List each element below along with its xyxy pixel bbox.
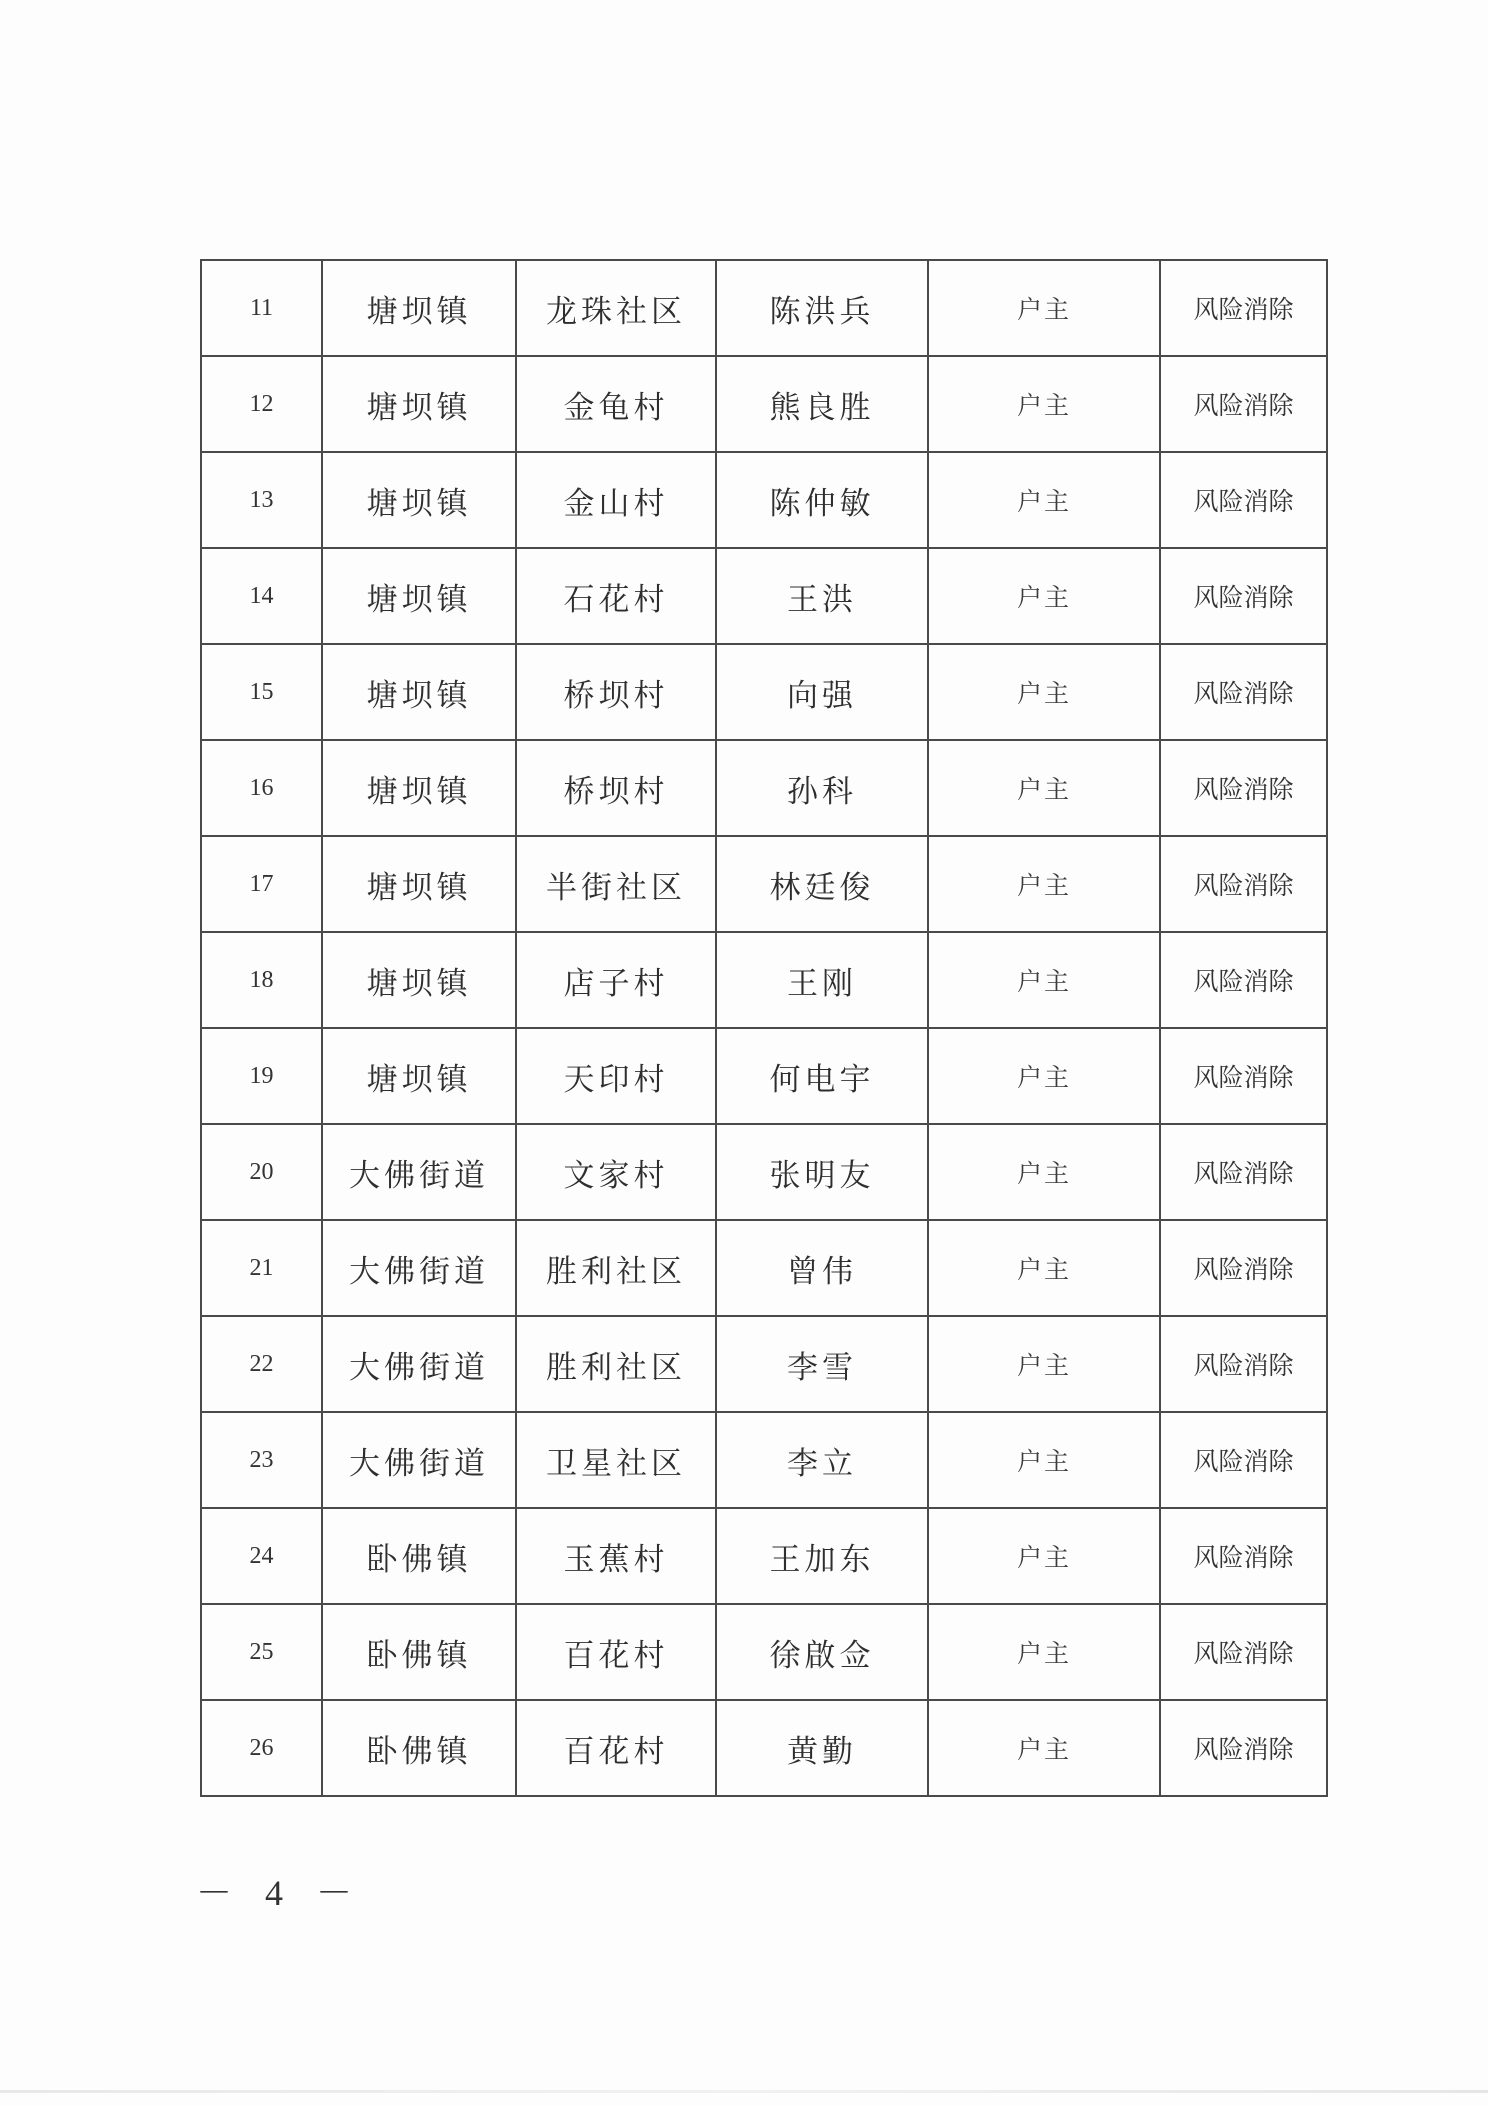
village-cell: 店子村	[516, 932, 716, 1028]
status-cell: 风险消除	[1160, 836, 1327, 932]
status-cell: 风险消除	[1160, 644, 1327, 740]
town-cell: 卧佛镇	[322, 1604, 516, 1700]
status-cell: 风险消除	[1160, 1604, 1327, 1700]
name-cell: 陈仲敏	[716, 452, 928, 548]
status-cell: 风险消除	[1160, 1316, 1327, 1412]
name-cell: 徐啟佥	[716, 1604, 928, 1700]
page-number: － 4 －	[196, 1873, 365, 1913]
row-number: 19	[201, 1028, 322, 1124]
role-cell: 户主	[928, 260, 1160, 356]
role-cell: 户主	[928, 644, 1160, 740]
village-cell: 桥坝村	[516, 644, 716, 740]
table-row	[201, 356, 1327, 452]
town-cell: 塘坝镇	[322, 452, 516, 548]
table-row	[201, 1220, 1327, 1316]
table-row	[201, 1412, 1327, 1508]
village-cell: 文家村	[516, 1124, 716, 1220]
role-cell: 户主	[928, 1700, 1160, 1796]
name-cell: 李雪	[716, 1316, 928, 1412]
village-cell: 天印村	[516, 1028, 716, 1124]
village-cell: 卫星社区	[516, 1412, 716, 1508]
status-cell: 风险消除	[1160, 932, 1327, 1028]
household-table	[200, 259, 1328, 1797]
village-cell: 百花村	[516, 1604, 716, 1700]
name-cell: 熊良胜	[716, 356, 928, 452]
role-cell: 户主	[928, 1220, 1160, 1316]
town-cell: 大佛街道	[322, 1316, 516, 1412]
table-row	[201, 1508, 1327, 1604]
role-cell: 户主	[928, 548, 1160, 644]
status-cell: 风险消除	[1160, 260, 1327, 356]
table-row	[201, 740, 1327, 836]
role-cell: 户主	[928, 836, 1160, 932]
status-cell: 风险消除	[1160, 1028, 1327, 1124]
village-cell: 石花村	[516, 548, 716, 644]
name-cell: 林廷俊	[716, 836, 928, 932]
row-number: 20	[201, 1124, 322, 1220]
role-cell: 户主	[928, 932, 1160, 1028]
status-cell: 风险消除	[1160, 356, 1327, 452]
town-cell: 塘坝镇	[322, 1028, 516, 1124]
row-number: 13	[201, 452, 322, 548]
row-number: 16	[201, 740, 322, 836]
village-cell: 金龟村	[516, 356, 716, 452]
table-row	[201, 1028, 1327, 1124]
town-cell: 大佛街道	[322, 1412, 516, 1508]
row-number: 25	[201, 1604, 322, 1700]
name-cell: 孙科	[716, 740, 928, 836]
name-cell: 张明友	[716, 1124, 928, 1220]
name-cell: 黄勤	[716, 1700, 928, 1796]
status-cell: 风险消除	[1160, 1220, 1327, 1316]
table-body	[201, 260, 1327, 1796]
village-cell: 金山村	[516, 452, 716, 548]
status-cell: 风险消除	[1160, 1700, 1327, 1796]
row-number: 18	[201, 932, 322, 1028]
town-cell: 塘坝镇	[322, 740, 516, 836]
name-cell: 王加东	[716, 1508, 928, 1604]
village-cell: 百花村	[516, 1700, 716, 1796]
town-cell: 大佛街道	[322, 1124, 516, 1220]
name-cell: 曾伟	[716, 1220, 928, 1316]
row-number: 21	[201, 1220, 322, 1316]
table-row	[201, 1700, 1327, 1796]
row-number: 12	[201, 356, 322, 452]
table-row	[201, 548, 1327, 644]
table-row	[201, 1316, 1327, 1412]
row-number: 14	[201, 548, 322, 644]
row-number: 15	[201, 644, 322, 740]
table-row	[201, 1124, 1327, 1220]
table-row	[201, 836, 1327, 932]
table-row	[201, 932, 1327, 1028]
name-cell: 向强	[716, 644, 928, 740]
town-cell: 卧佛镇	[322, 1700, 516, 1796]
status-cell: 风险消除	[1160, 452, 1327, 548]
status-cell: 风险消除	[1160, 1412, 1327, 1508]
town-cell: 大佛街道	[322, 1220, 516, 1316]
role-cell: 户主	[928, 1028, 1160, 1124]
table-row	[201, 644, 1327, 740]
village-cell: 胜利社区	[516, 1316, 716, 1412]
role-cell: 户主	[928, 1124, 1160, 1220]
table-row	[201, 1604, 1327, 1700]
name-cell: 何电宇	[716, 1028, 928, 1124]
scan-edge-divider	[0, 2090, 1488, 2093]
row-number: 22	[201, 1316, 322, 1412]
town-cell: 塘坝镇	[322, 260, 516, 356]
status-cell: 风险消除	[1160, 740, 1327, 836]
village-cell: 龙珠社区	[516, 260, 716, 356]
role-cell: 户主	[928, 356, 1160, 452]
town-cell: 卧佛镇	[322, 1508, 516, 1604]
name-cell: 李立	[716, 1412, 928, 1508]
role-cell: 户主	[928, 452, 1160, 548]
status-cell: 风险消除	[1160, 1124, 1327, 1220]
name-cell: 王刚	[716, 932, 928, 1028]
village-cell: 胜利社区	[516, 1220, 716, 1316]
role-cell: 户主	[928, 740, 1160, 836]
name-cell: 王洪	[716, 548, 928, 644]
role-cell: 户主	[928, 1316, 1160, 1412]
status-cell: 风险消除	[1160, 548, 1327, 644]
town-cell: 塘坝镇	[322, 356, 516, 452]
row-number: 23	[201, 1412, 322, 1508]
name-cell: 陈洪兵	[716, 260, 928, 356]
table-row	[201, 260, 1327, 356]
role-cell: 户主	[928, 1412, 1160, 1508]
status-cell: 风险消除	[1160, 1508, 1327, 1604]
row-number: 24	[201, 1508, 322, 1604]
town-cell: 塘坝镇	[322, 548, 516, 644]
village-cell: 桥坝村	[516, 740, 716, 836]
table-row	[201, 452, 1327, 548]
town-cell: 塘坝镇	[322, 836, 516, 932]
row-number: 11	[201, 260, 322, 356]
village-cell: 半街社区	[516, 836, 716, 932]
row-number: 17	[201, 836, 322, 932]
role-cell: 户主	[928, 1508, 1160, 1604]
row-number: 26	[201, 1700, 322, 1796]
village-cell: 玉蕉村	[516, 1508, 716, 1604]
role-cell: 户主	[928, 1604, 1160, 1700]
town-cell: 塘坝镇	[322, 932, 516, 1028]
town-cell: 塘坝镇	[322, 644, 516, 740]
